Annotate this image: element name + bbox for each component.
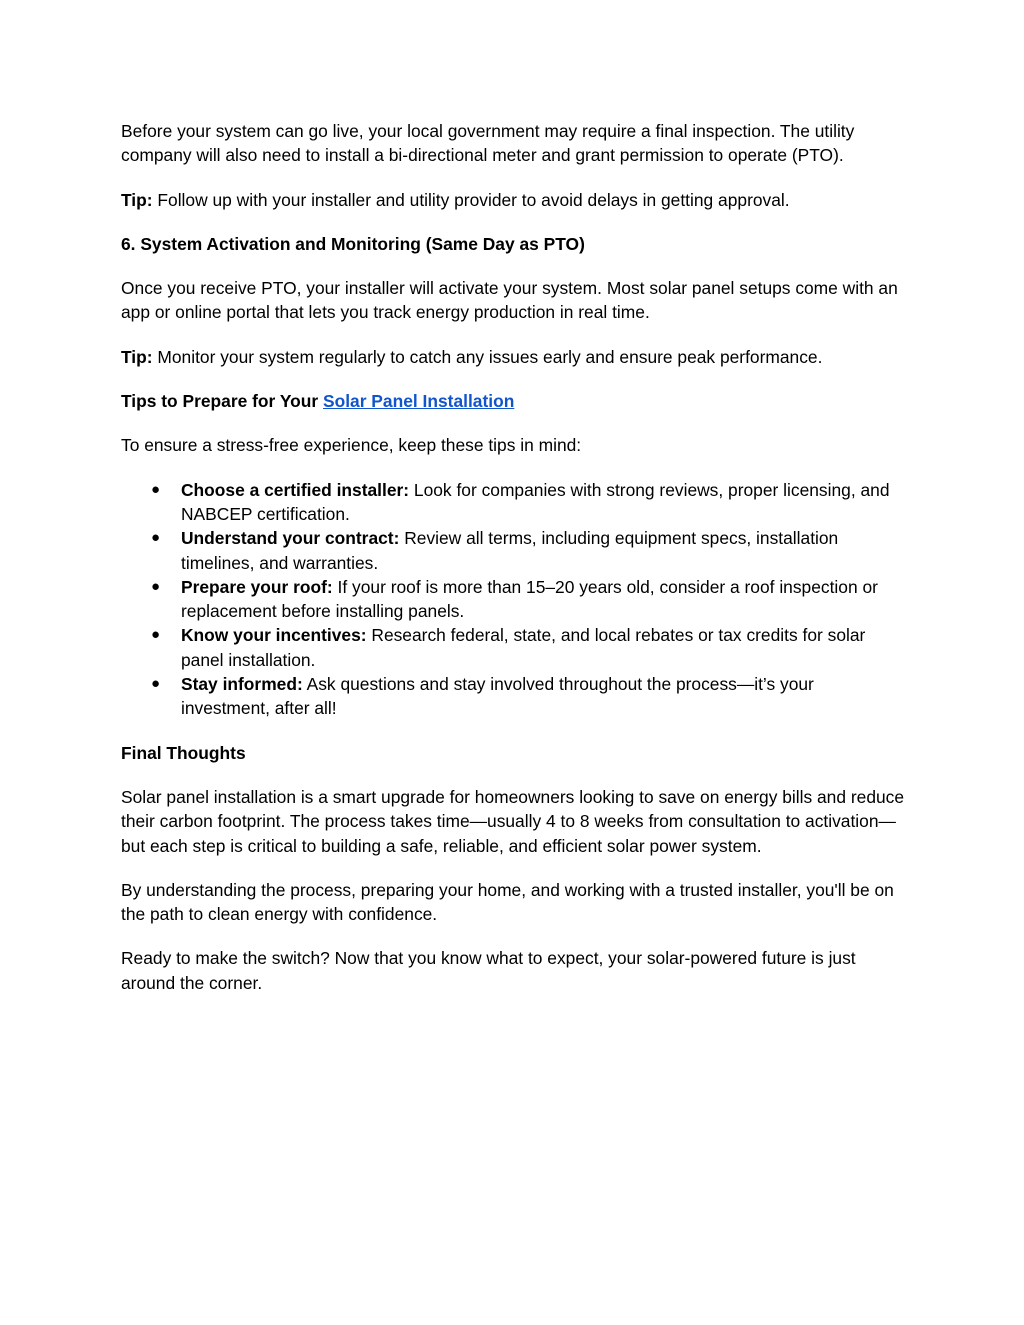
tips-list bbox=[121, 478, 906, 721]
bullet-icon: ● bbox=[151, 529, 161, 547]
list-item bbox=[121, 623, 906, 672]
list-item bbox=[121, 575, 906, 624]
tip-approval bbox=[121, 188, 906, 212]
tips-intro-paragraph: To ensure a stress-free experience, keep these tips in mind: bbox=[121, 435, 582, 456]
tip-monitor bbox=[121, 345, 906, 369]
tip-item-label: Prepare your roof: bbox=[181, 576, 333, 597]
final-paragraph-2: By understanding the process, preparing your home, and working with a trusted installer, you'll be on the path to clean energy with confidence. bbox=[121, 879, 894, 925]
bullet-icon: ● bbox=[151, 577, 161, 595]
tip-item-label: Choose a certified installer: bbox=[181, 479, 410, 500]
tip-item-text: Review all terms, including equipment specs, installation timelines, and warranties. bbox=[181, 528, 839, 573]
tip-item-text: Research federal, state, and local rebates or tax credits for solar panel installation. bbox=[181, 625, 866, 670]
tip-item-label: Know your incentives: bbox=[181, 625, 367, 646]
activation-paragraph: Once you receive PTO, your installer will activate your system. Most solar panel setups come with an app or online portal that lets you track energy production in real time. bbox=[121, 278, 898, 323]
list-item bbox=[121, 672, 906, 721]
bullet-icon: ● bbox=[151, 626, 161, 644]
section-heading-activation: 6. System Activation and Monitoring (Same Day as PTO) bbox=[121, 233, 585, 254]
list-item bbox=[121, 478, 906, 527]
final-paragraph-3: Ready to make the switch? Now that you know what to expect, your solar-powered future is just around the corner. bbox=[121, 948, 856, 993]
tip-label: Tip: bbox=[121, 189, 153, 210]
bullet-icon: ● bbox=[151, 480, 161, 498]
tip-text: Follow up with your installer and utility provider to avoid delays in getting approval. bbox=[152, 189, 790, 210]
tip-item-text: If your roof is more than 15–20 years old, consider a roof inspection or replacement before installing panels. bbox=[181, 576, 878, 622]
tip-item-label: Understand your contract: bbox=[181, 528, 400, 549]
solar-panel-installation-link[interactable]: Solar Panel Installation bbox=[322, 391, 515, 412]
inspection-paragraph: Before your system can go live, your local government may require a final inspection. The utility company will also need to install a bi-directional meter and grant permission to operate (PTO). bbox=[121, 121, 855, 166]
tips-heading-prefix: Tips to Prepare for Your bbox=[121, 391, 323, 412]
tip-item-text: Look for companies with strong reviews, proper licensing, and NABCEP certification. bbox=[181, 479, 890, 524]
list-item bbox=[121, 526, 906, 575]
section-heading-final-thoughts: Final Thoughts bbox=[121, 742, 246, 763]
tip-text: Monitor your system regularly to catch any issues early and ensure peak performance. bbox=[152, 346, 823, 367]
tip-item-label: Stay informed: bbox=[181, 674, 303, 695]
tip-item-text: Ask questions and stay involved throughout the process—it’s your investment, after all! bbox=[181, 674, 814, 719]
bullet-icon: ● bbox=[151, 675, 161, 693]
final-paragraph-1: Solar panel installation is a smart upgrade for homeowners looking to save on energy bills and reduce their carbon footprint. The process takes time—usually 4 to 8 weeks from consultation to activation—but each step is critical to building a safe, reliable, and efficient solar power system. bbox=[121, 786, 905, 856]
tip-label: Tip: bbox=[121, 346, 153, 367]
section-heading-tips bbox=[121, 389, 906, 413]
document-page bbox=[121, 119, 906, 1015]
